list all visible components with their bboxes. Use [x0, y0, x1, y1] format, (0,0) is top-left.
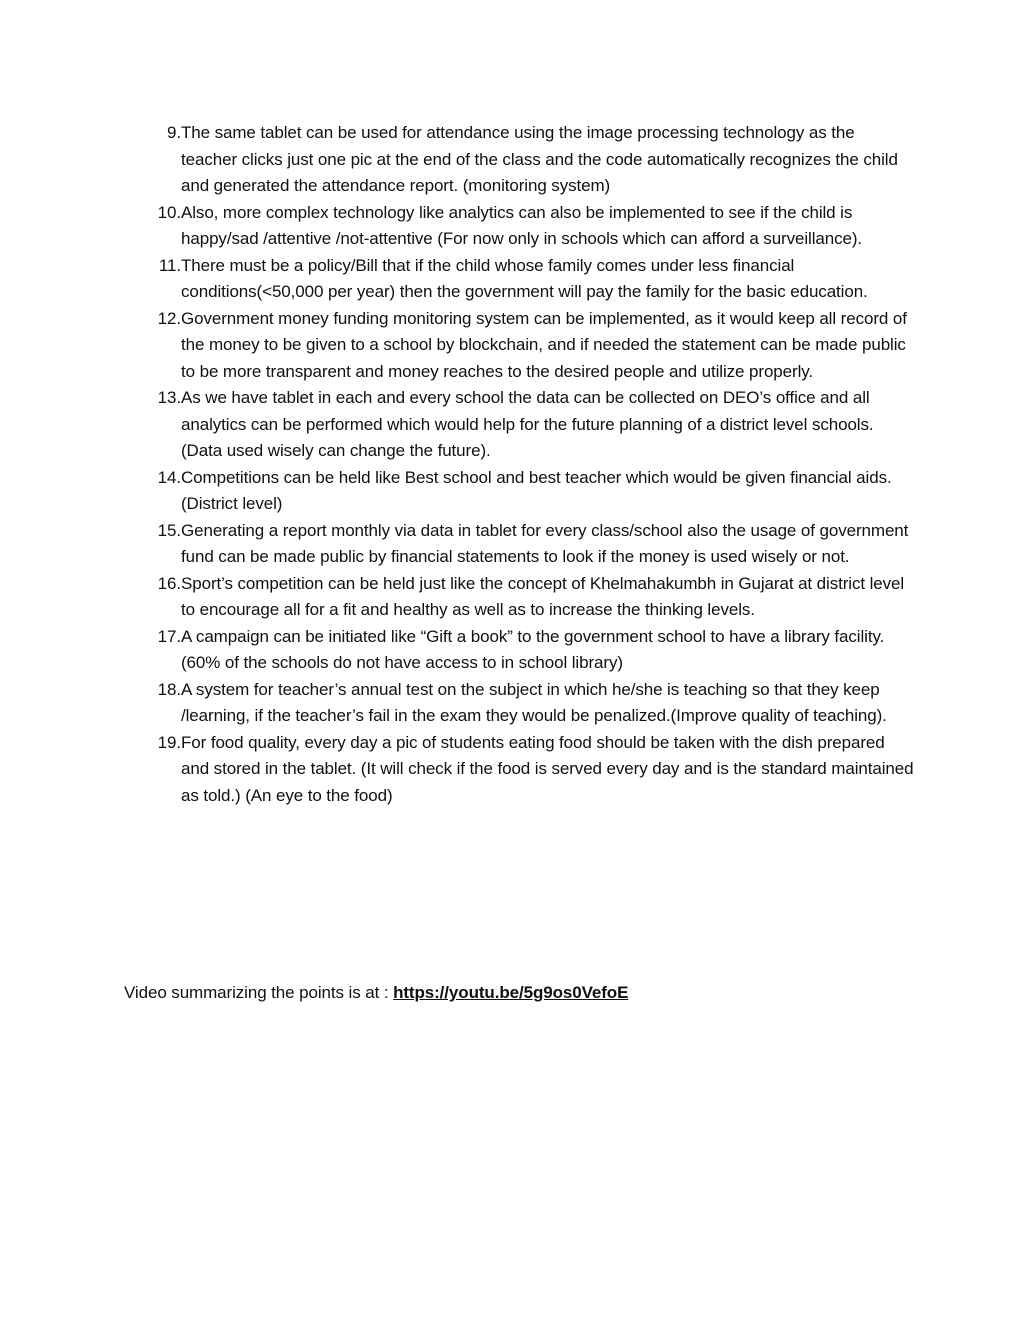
- list-item: [124, 253, 914, 306]
- list-item-number: 12.: [157, 308, 181, 328]
- list-item: [124, 200, 914, 253]
- list-item-number: 19.: [157, 732, 181, 752]
- list-item-text: Also, more complex technology like analytics can also be implemented to see if the child is happy/sad /attentive /not-attentive (For now only in schools which can afford a surveillance).: [181, 202, 863, 248]
- list-item-text: Sport’s competition can be held just like the concept of Khelmahakumbh in Gujarat at district level to encourage all for a fit and healthy as well as to increase the thinking levels.: [181, 573, 905, 619]
- list-item: [124, 571, 914, 624]
- list-item-text: Competitions can be held like Best school and best teacher which would be given financial aids. (District level): [181, 467, 892, 513]
- list-item-number: 11.: [158, 255, 181, 275]
- list-item-text: Generating a report monthly via data in tablet for every class/school also the usage of government fund can be made public by financial statements to look if the money is used wisely or not.: [181, 520, 909, 566]
- list-item: [124, 465, 914, 518]
- list-item: [124, 677, 914, 730]
- video-summary-label: Video summarizing the points is at :: [124, 983, 394, 1002]
- list-item: [124, 624, 914, 677]
- list-item-number: 17.: [157, 626, 181, 646]
- list-item-text: There must be a policy/Bill that if the child whose family comes under less financial conditions(<50,000 per year) then the government will pay the family for the basic education.: [181, 255, 868, 301]
- list-item-number: 15.: [157, 520, 181, 540]
- list-item-number: 18.: [157, 679, 181, 699]
- list-item-text: A system for teacher’s annual test on the subject in which he/she is teaching so that they keep /learning, if the teacher’s fail in the exam they would be penalized.(Improve quality of teaching).: [181, 679, 887, 725]
- numbered-list: [124, 120, 914, 809]
- list-item: [124, 306, 914, 386]
- list-item: [124, 385, 914, 465]
- list-item-text: Government money funding monitoring system can be implemented, as it would keep all record of the money to be given to a school by blockchain, and if needed the statement can be made public to be more transparent and money reaches to the desired people and utilize properly.: [181, 308, 907, 381]
- video-link[interactable]: https://youtu.be/5g9os0VefoE: [393, 983, 629, 1002]
- list-item-text: For food quality, every day a pic of students eating food should be taken with the dish prepared and stored in the tablet. (It will check if the food is served every day and is the standard maintained as told.) (An eye to the food): [181, 732, 914, 805]
- list-item-number: 14.: [157, 467, 181, 487]
- list-item-text: As we have tablet in each and every school the data can be collected on DEO’s office and all analytics can be performed which would help for the future planning of a district level schools.(Data used wisely can change the future).: [181, 388, 874, 460]
- video-summary-line: [124, 980, 628, 1006]
- list-item-text: The same tablet can be used for attendance using the image processing technology as the teacher clicks just one pic at the end of the class and the code automatically recognizes the child and generated the attendance report. (monitoring system): [181, 123, 898, 195]
- list-item: [124, 730, 914, 810]
- list-item-text: A campaign can be initiated like “Gift a book” to the government school to have a library facility.(60% of the schools do not have access to in school library): [181, 626, 885, 672]
- list-item-number: 13.: [157, 388, 181, 407]
- list-item-number: 16.: [157, 573, 181, 593]
- list-item-number: 10.: [157, 202, 181, 222]
- list-item: [124, 518, 914, 571]
- list-item-number: 9.: [167, 123, 181, 142]
- list-item: [124, 120, 914, 200]
